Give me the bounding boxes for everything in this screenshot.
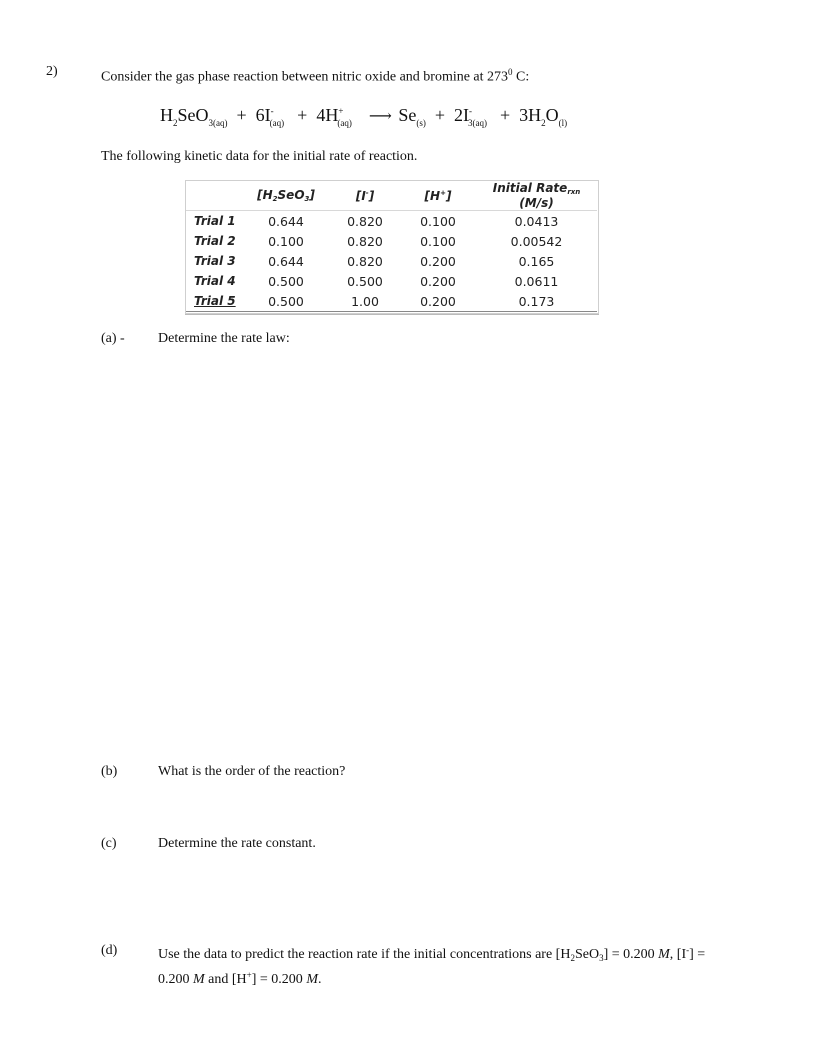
- eq-plus: +: [297, 105, 308, 125]
- cell-h2seo3: 0.100: [268, 233, 304, 249]
- eq-plus: +: [236, 105, 247, 125]
- trial-label: Trial 4: [194, 274, 236, 288]
- part-c-label: (c): [101, 836, 117, 851]
- table-row: [186, 271, 597, 291]
- trial-label: Trial 1: [194, 214, 236, 228]
- eq-r3-hydrogen: 4H: [316, 105, 339, 125]
- eq-p3-state: (l): [558, 118, 568, 128]
- cell-hydrogen: 0.200: [420, 273, 456, 289]
- part-d-label: (d): [101, 943, 118, 958]
- reaction-equation: [160, 101, 567, 133]
- eq-r1-state: 3(aq): [208, 118, 228, 128]
- part-d-line2: 0.200 M and [H+] = 0.200 M.: [158, 970, 322, 987]
- cell-rate: 0.0611: [514, 273, 559, 289]
- cell-hydrogen: 0.200: [400, 291, 476, 312]
- eq-r3-charge: +: [338, 106, 344, 116]
- eq-r2-state: (aq): [269, 118, 285, 128]
- part-a-text: Determine the rate law:: [158, 331, 290, 346]
- trial-label: Trial 5: [186, 291, 242, 312]
- eq-p2-state: 3(aq): [467, 118, 487, 128]
- table-header-hydrogen: [H+]: [400, 181, 476, 211]
- eq-p1-state: (s): [416, 118, 426, 128]
- table-header-row: [186, 181, 597, 211]
- question-intro-text: Consider the gas phase reaction between nitric oxide and bromine at 273: [101, 69, 509, 85]
- table-header-empty: [186, 181, 242, 211]
- question-number: 2): [46, 64, 58, 79]
- eq-p3-o: O: [545, 105, 559, 125]
- table-header-h2seo3: $[H_2SeO_3]$: [242, 181, 330, 211]
- part-a-label: (a) -: [101, 331, 125, 346]
- question-intro: [101, 64, 529, 86]
- cell-rate: 0.0413: [514, 213, 559, 229]
- cell-iodide: 0.820: [347, 253, 383, 269]
- cell-rate: 0.173: [476, 291, 597, 312]
- eq-r1-h: H: [160, 105, 173, 125]
- part-d-line1: Use the data to predict the reaction rate if the initial concentrations are $[H_2SeO_3] = 0.200$ M, [I-] =: [158, 945, 706, 963]
- table-header-rate: Initial Rate$_{rxn}$ (M/s): [476, 181, 597, 211]
- eq-p2-charge: -: [468, 106, 472, 116]
- trial-label: Trial 3: [194, 254, 236, 268]
- kinetic-data-table: [186, 181, 597, 312]
- cell-h2seo3: 0.644: [268, 213, 304, 229]
- part-b-text: What is the order of the reaction?: [158, 764, 346, 779]
- reaction-arrow-icon: ⟶: [368, 108, 392, 125]
- cell-h2seo3: 0.500: [242, 291, 330, 312]
- eq-p2-triiodide: 2I: [453, 105, 469, 125]
- cell-rate: 0.00542: [510, 233, 563, 249]
- table-row: [186, 211, 597, 232]
- cell-iodide: 0.820: [347, 233, 383, 249]
- cell-hydrogen: 0.100: [420, 233, 456, 249]
- eq-p3-sub2: 2: [541, 118, 546, 128]
- kinetic-intro: The following kinetic data for the initial rate of reaction.: [101, 149, 418, 164]
- eq-r2-charge: -: [270, 106, 274, 116]
- part-b-label: (b): [101, 764, 118, 779]
- eq-r3-state: (aq): [337, 118, 352, 128]
- cell-iodide: 0.820: [347, 213, 383, 229]
- part-d-text: [158, 942, 798, 988]
- cell-h2seo3: 0.644: [268, 253, 304, 269]
- cell-iodide: 1.00: [330, 291, 400, 312]
- eq-plus: +: [499, 105, 511, 125]
- table-row: [186, 251, 597, 271]
- eq-r2-iodide: 6I: [255, 105, 271, 125]
- eq-r1-sub2: 2: [173, 118, 178, 128]
- cell-iodide: 0.500: [347, 273, 383, 289]
- cell-rate: 0.165: [518, 253, 555, 269]
- cell-h2seo3: 0.500: [268, 273, 304, 289]
- trial-label: Trial 2: [194, 234, 236, 248]
- cell-hydrogen: 0.200: [420, 253, 456, 269]
- table-row: [186, 231, 597, 251]
- eq-p1-se: Se: [398, 105, 417, 125]
- eq-plus: +: [434, 105, 445, 125]
- eq-r1-seo: SeO: [177, 105, 209, 125]
- table-row: [186, 291, 597, 312]
- eq-p3-3h: 3H: [519, 105, 542, 125]
- part-c-text: Determine the rate constant.: [158, 836, 316, 851]
- question-intro-unit: C:: [512, 69, 530, 85]
- table-header-iodide: [I-]: [330, 181, 400, 211]
- cell-hydrogen: 0.100: [420, 213, 456, 229]
- degree-sup: 0: [508, 67, 513, 77]
